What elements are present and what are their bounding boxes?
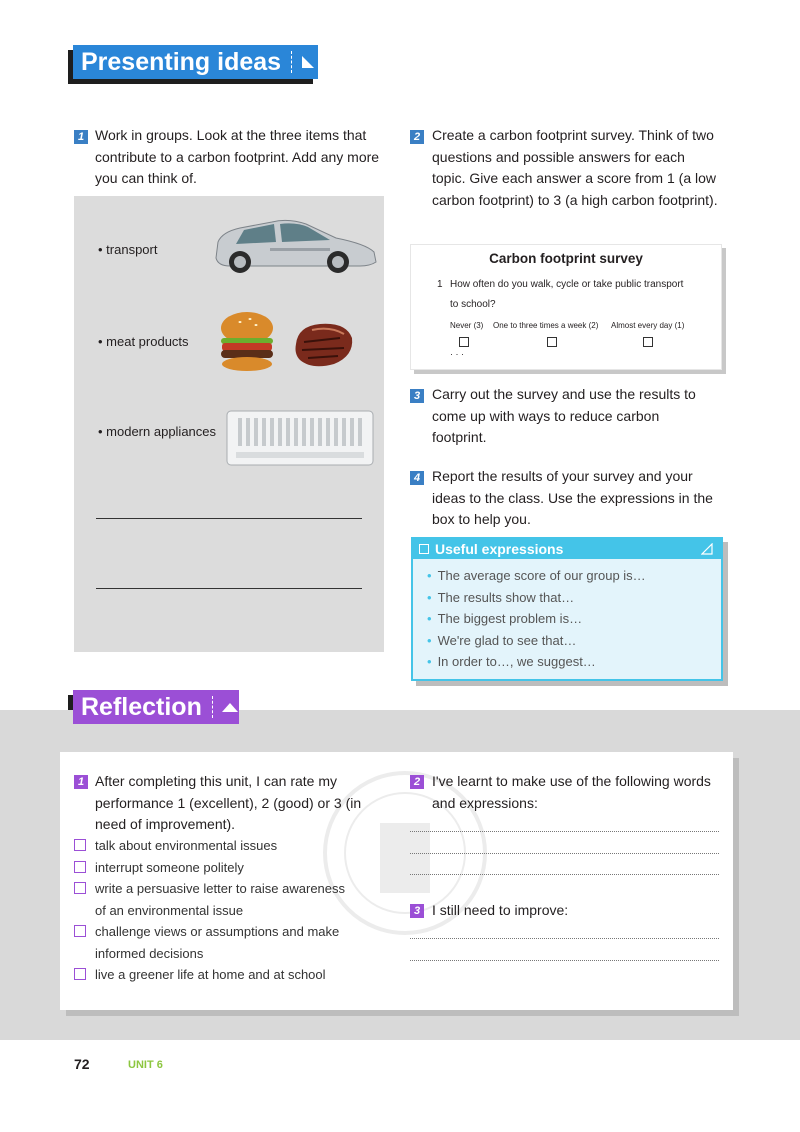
reflection-title: Reflection xyxy=(81,692,202,721)
task-4-text: Report the results of your survey and your ideas to the class. Use the expressions in the box to help you. xyxy=(432,468,713,527)
task-2-number: 2 xyxy=(410,130,424,144)
list-item: • The average score of our group is… xyxy=(427,568,646,583)
presenting-ideas-title: Presenting ideas xyxy=(81,47,282,76)
write-line-1[interactable] xyxy=(96,518,362,519)
useful-expressions-box xyxy=(411,537,723,681)
triangle-corner-icon xyxy=(300,54,316,70)
list-item: • In order to…, we suggest… xyxy=(427,654,596,669)
triangle-up-icon xyxy=(221,701,239,713)
task-1-number: 1 xyxy=(74,130,88,144)
checkbox[interactable] xyxy=(74,839,86,851)
reflection-task-3-text: I still need to improve: xyxy=(432,902,569,918)
reflection-banner xyxy=(73,690,239,724)
task-2-text: Create a carbon footprint survey. Think of two questions and possible answers for each topic. Give each answer a score from 1 (a low carbon footprint) to 3 (a high carbon footprint). xyxy=(432,127,718,208)
unit-label: UNIT 6 xyxy=(128,1059,163,1071)
task-4-number: 4 xyxy=(410,471,424,485)
item-modern-appliances: • modern appliances xyxy=(98,424,217,439)
checklist-item-3-continued: of an environmental issue xyxy=(95,903,244,918)
reflection-task-1-text: After completing this unit, I can rate my performance 1 (excellent), 2 (good) or 3 (in need of improvement). xyxy=(95,773,362,832)
checklist-item-4-continued: informed decisions xyxy=(95,946,204,961)
survey-checkbox-1[interactable] xyxy=(459,337,469,347)
write-line[interactable] xyxy=(410,938,719,939)
list-item: • We're glad to see that… xyxy=(427,632,577,648)
item-transport: • transport xyxy=(98,242,158,257)
survey-question-number: 1 xyxy=(437,279,443,290)
reflection-task-1-number: 1 xyxy=(74,775,88,789)
reflection-task-2-text: I've learnt to make use of the following words and expressions: xyxy=(432,773,711,811)
presenting-ideas-banner xyxy=(73,45,318,79)
write-line[interactable] xyxy=(410,831,719,832)
survey-option-3: Almost every day (1) xyxy=(611,321,685,330)
steak-image xyxy=(290,320,356,370)
write-line[interactable] xyxy=(410,960,719,961)
survey-more: · · · xyxy=(450,349,464,359)
square-icon xyxy=(419,544,429,554)
write-line-2[interactable] xyxy=(96,588,362,589)
useful-expressions-title: Useful expressions xyxy=(435,541,564,557)
useful-expressions-header xyxy=(413,539,721,559)
item-meat-products: • meat products xyxy=(98,334,189,349)
reflection-task-2-number: 2 xyxy=(410,775,424,789)
checkbox[interactable] xyxy=(74,861,86,873)
burger-image xyxy=(218,310,276,372)
useful-expressions-list xyxy=(413,565,721,673)
survey-title: Carbon footprint survey xyxy=(489,251,643,266)
banner-separator xyxy=(291,51,292,73)
survey-option-1: Never (3) xyxy=(450,321,484,330)
triangle-corner-icon xyxy=(701,543,713,555)
page-number: 72 xyxy=(74,1056,90,1072)
checklist-item-3[interactable]: write a persuasive letter to raise awareness xyxy=(74,878,345,900)
survey-checkbox-2[interactable] xyxy=(547,337,557,347)
checkbox[interactable] xyxy=(74,968,86,980)
task-1-text: Work in groups. Look at the three items that contribute to a carbon footprint. Add any more you can think of. xyxy=(95,127,380,186)
survey-card xyxy=(410,244,722,370)
appliance-image xyxy=(226,410,374,466)
checklist-item-5[interactable]: live a greener life at home and at school xyxy=(74,964,326,986)
task-3-number: 3 xyxy=(410,389,424,403)
survey-option-2: One to three times a week (2) xyxy=(493,321,599,330)
survey-question: How often do you walk, cycle or take public transport to school? xyxy=(450,279,684,310)
car-image xyxy=(210,216,380,276)
checkbox[interactable] xyxy=(74,882,86,894)
list-item: • The results show that… xyxy=(427,589,575,605)
write-line[interactable] xyxy=(410,874,719,875)
banner-separator xyxy=(212,696,213,718)
list-item: • The biggest problem is… xyxy=(427,611,583,626)
survey-checkbox-3[interactable] xyxy=(643,337,653,347)
task-3-text: Carry out the survey and use the results to come up with ways to reduce carbon footprint. xyxy=(432,386,696,445)
checklist-item-2[interactable]: interrupt someone politely xyxy=(74,857,244,879)
checkbox[interactable] xyxy=(74,925,86,937)
write-line[interactable] xyxy=(410,853,719,854)
checklist-item-4[interactable]: challenge views or assumptions and make xyxy=(74,921,339,943)
checklist-item-1[interactable]: talk about environmental issues xyxy=(74,835,277,857)
reflection-task-3-number: 3 xyxy=(410,904,424,918)
